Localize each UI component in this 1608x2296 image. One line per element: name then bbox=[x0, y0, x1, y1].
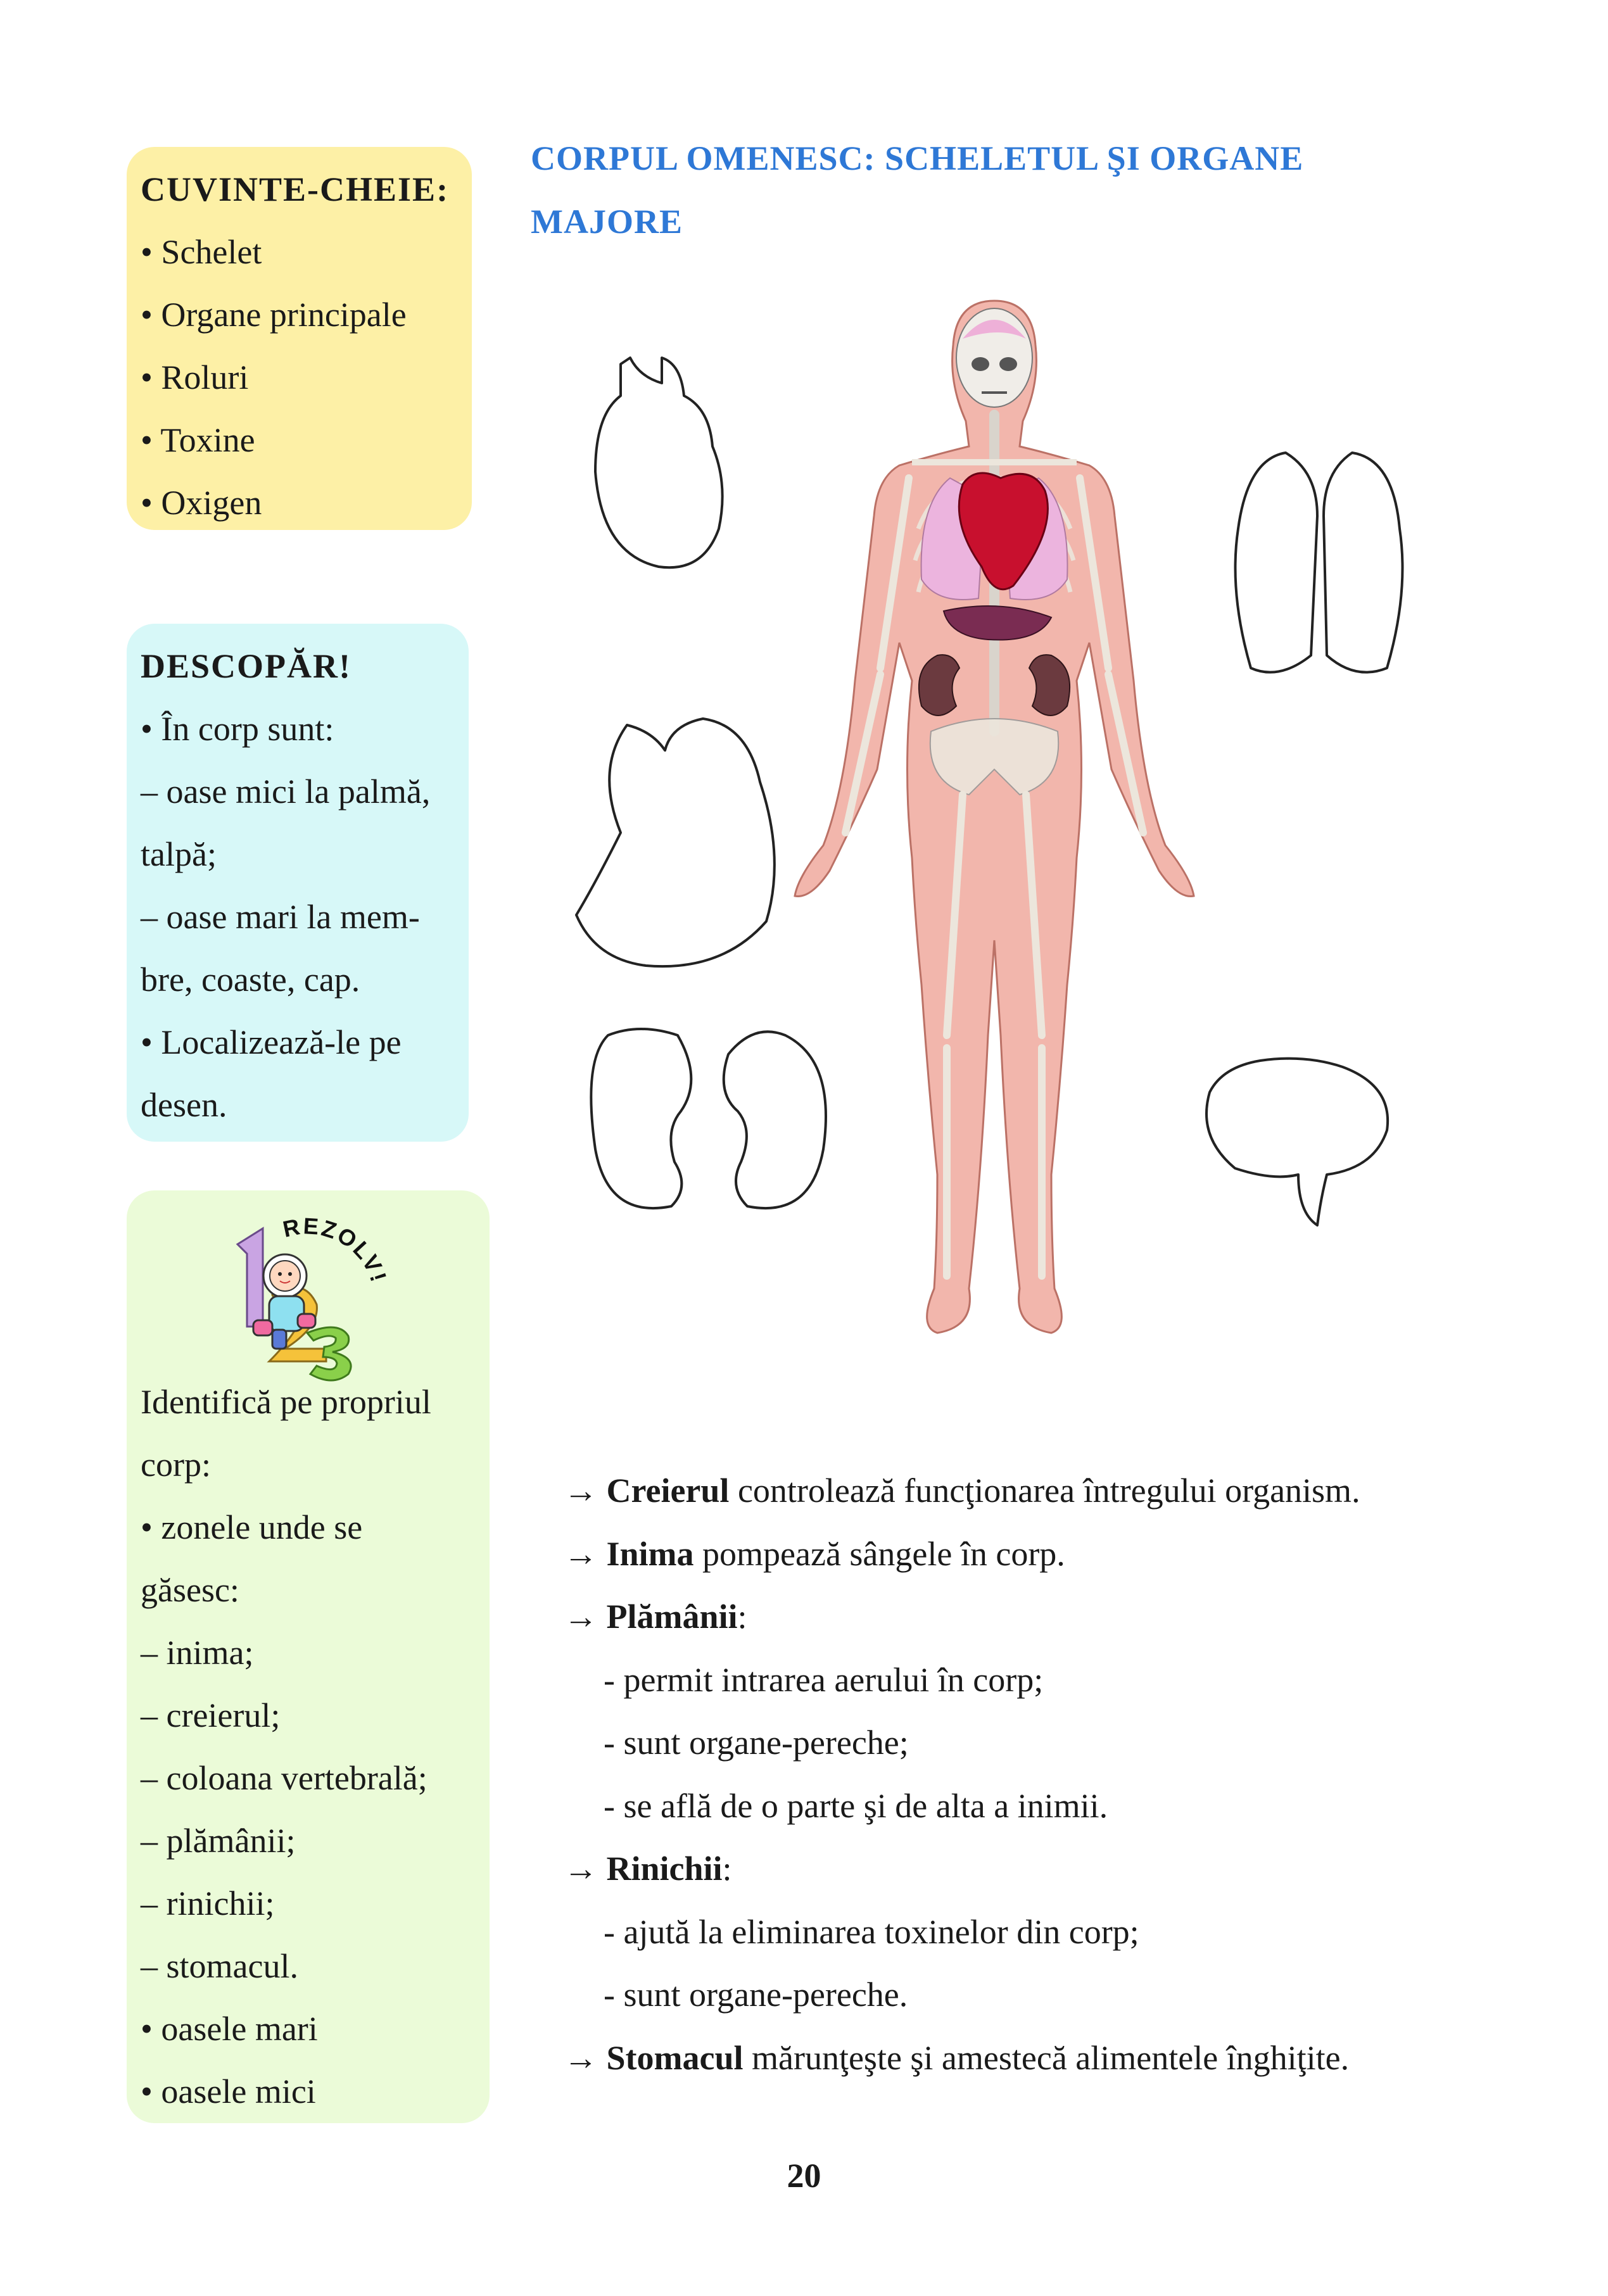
discover-line: – oase mari la mem- bbox=[141, 898, 420, 936]
keyword-item: • Schelet bbox=[141, 233, 262, 271]
note-kidneys-sub: - sunt organe-pereche. bbox=[604, 1976, 908, 2014]
heart-outline bbox=[595, 358, 723, 567]
keywords-box bbox=[127, 147, 472, 530]
note-kidneys: → Rinichii: bbox=[564, 1850, 732, 1888]
brain-outline bbox=[1206, 1059, 1388, 1225]
mascot-illustration bbox=[203, 1200, 393, 1390]
solve-line: – stomacul. bbox=[141, 1947, 298, 1985]
solve-line: – creierul; bbox=[141, 1696, 281, 1734]
discover-line: talpă; bbox=[141, 835, 217, 873]
note-lungs-sub: - se află de o parte şi de alta a inimii. bbox=[604, 1786, 1108, 1825]
discover-heading: DESCOPĂR! bbox=[141, 647, 352, 685]
page-title-line-1: CORPUL OMENESC: SCHELETUL ŞI ORGANE bbox=[531, 139, 1304, 177]
solve-line: Identifică pe propriul bbox=[141, 1383, 431, 1421]
solve-line: corp: bbox=[141, 1446, 211, 1484]
note-brain: → Creierul controlează funcţionarea întregului organism. bbox=[564, 1472, 1360, 1510]
organ-notes bbox=[564, 1460, 1360, 2090]
page-title bbox=[531, 127, 1303, 253]
note-stomach: → Stomacul mărunţeşte şi amestecă alimentele înghiţite. bbox=[564, 2038, 1350, 2077]
term-heart: Inima bbox=[606, 1534, 694, 1573]
lungs-outline bbox=[1236, 453, 1403, 672]
discover-line: desen. bbox=[141, 1086, 227, 1124]
note-lungs: → Plămânii: bbox=[564, 1598, 747, 1636]
solve-line: • oasele mici bbox=[141, 2072, 316, 2110]
term-kidneys: Rinichii bbox=[606, 1850, 723, 1888]
keyword-item: • Toxine bbox=[141, 421, 255, 459]
note-kidneys-sub: - ajută la eliminarea toxinelor din corp; bbox=[604, 1912, 1139, 1951]
human-body-figure bbox=[795, 301, 1194, 1333]
solve-line: – inima; bbox=[141, 1634, 254, 1672]
page-title-line-2: MAJORE bbox=[531, 203, 683, 241]
keyword-item: • Organe principale bbox=[141, 296, 407, 334]
term-stomach: Stomacul bbox=[606, 2038, 744, 2077]
term-brain: Creierul bbox=[606, 1472, 730, 1510]
stomach-outline bbox=[576, 719, 775, 966]
solve-box bbox=[127, 1190, 490, 2123]
discover-line: • În corp sunt: bbox=[141, 710, 334, 748]
note-heart: → Inima pompează sângele în corp. bbox=[564, 1534, 1065, 1573]
kidneys-outline bbox=[591, 1029, 826, 1208]
rezolv-badge-text: REZOLV! bbox=[280, 1213, 393, 1287]
term-lungs: Plămânii bbox=[606, 1598, 738, 1636]
solve-line: • oasele mari bbox=[141, 2010, 318, 2048]
solve-line: găsesc: bbox=[141, 1571, 239, 1609]
keywords-heading: CUVINTE-CHEIE: bbox=[141, 170, 450, 208]
keyword-item: • Roluri bbox=[141, 358, 249, 396]
discover-line: bre, coaste, cap. bbox=[141, 961, 360, 999]
discover-box bbox=[127, 624, 469, 1142]
solve-line: – coloana vertebrală; bbox=[141, 1759, 427, 1797]
solve-line: – rinichii; bbox=[141, 1884, 275, 1922]
keyword-item: • Oxigen bbox=[141, 484, 262, 522]
solve-line: – plămânii; bbox=[141, 1822, 296, 1860]
note-lungs-sub: - sunt organe-pereche; bbox=[604, 1724, 909, 1762]
note-lungs-sub: - permit intrarea aerului în corp; bbox=[604, 1660, 1044, 1699]
discover-line: – oase mici la palmă, bbox=[141, 773, 431, 811]
solve-line: • zonele unde se bbox=[141, 1508, 363, 1546]
anatomy-illustration bbox=[557, 288, 1431, 1434]
page-number: 20 bbox=[787, 2157, 821, 2195]
discover-line: • Localizează-le pe bbox=[141, 1023, 402, 1061]
